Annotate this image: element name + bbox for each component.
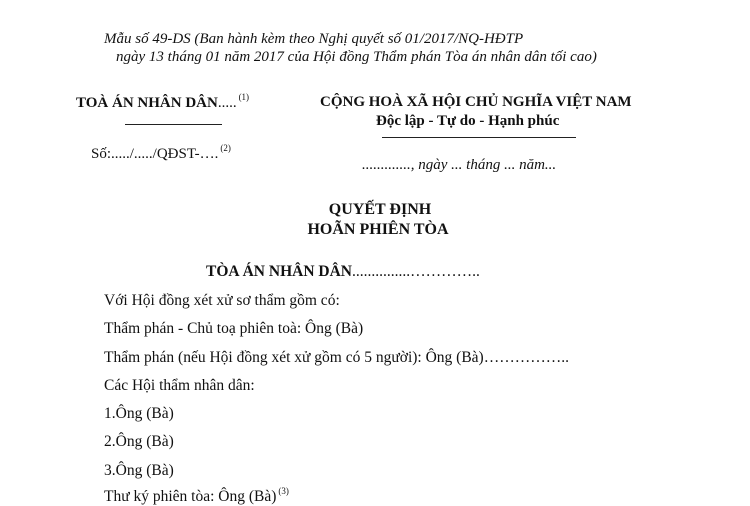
assessor-line-2: 2.Ông (Bà)	[104, 433, 174, 450]
footnote-marker-3: (3)	[278, 486, 289, 496]
decision-number-text: Số:...../...../QĐST-….	[91, 146, 219, 162]
motto-underline	[382, 137, 576, 138]
footnote-marker-2: (2)	[220, 143, 231, 153]
court-underline	[125, 124, 222, 125]
place-date-line: ............., ngày ... tháng ... năm...	[362, 157, 557, 173]
footnote-marker-1: (1)	[238, 92, 250, 102]
form-reference-line-1: Mẫu số 49-DS (Ban hành kèm theo Nghị quyết số 01/2017/NQ-HĐTP	[104, 31, 524, 47]
people-assessors-heading: Các Hội thẩm nhân dân:	[104, 377, 255, 394]
court-heading	[206, 263, 480, 281]
national-motto: Độc lập - Tự do - Hạnh phúc	[376, 113, 560, 129]
court-heading-dots: ...............…………..	[351, 263, 480, 280]
secretary-line	[104, 488, 289, 506]
court-name: TOÀ ÁN NHÂN DÂN	[76, 95, 218, 111]
assessor-line-3: 3.Ông (Bà)	[104, 462, 174, 479]
assessor-line-1: 1.Ông (Bà)	[104, 405, 174, 422]
document-title: QUYẾT ĐỊNH	[328, 201, 432, 218]
issuing-court	[76, 92, 250, 112]
decision-number	[91, 143, 231, 163]
court-heading-name: TÒA ÁN NHÂN DÂN	[206, 263, 352, 280]
form-reference-line-2: ngày 13 tháng 01 năm 2017 của Hội đồng Thẩm phán Tòa án nhân dân tối cao)	[116, 49, 597, 65]
panel-intro-line: Với Hội đồng xét xử sơ thẩm gồm có:	[104, 292, 340, 309]
presiding-judge-line: Thẩm phán - Chủ toạ phiên toà: Ông (Bà)	[104, 320, 364, 337]
national-title: CỘNG HOÀ XÃ HỘI CHỦ NGHĨA VIỆT NAM	[320, 94, 632, 110]
court-name-dots: .....	[217, 95, 237, 111]
secretary-text: Thư ký phiên tòa: Ông (Bà)	[104, 488, 277, 505]
document-subtitle: HOÃN PHIÊN TÒA	[307, 221, 449, 238]
judge-line: Thẩm phán (nếu Hội đồng xét xử gồm có 5 người): Ông (Bà)……………..	[104, 349, 569, 366]
